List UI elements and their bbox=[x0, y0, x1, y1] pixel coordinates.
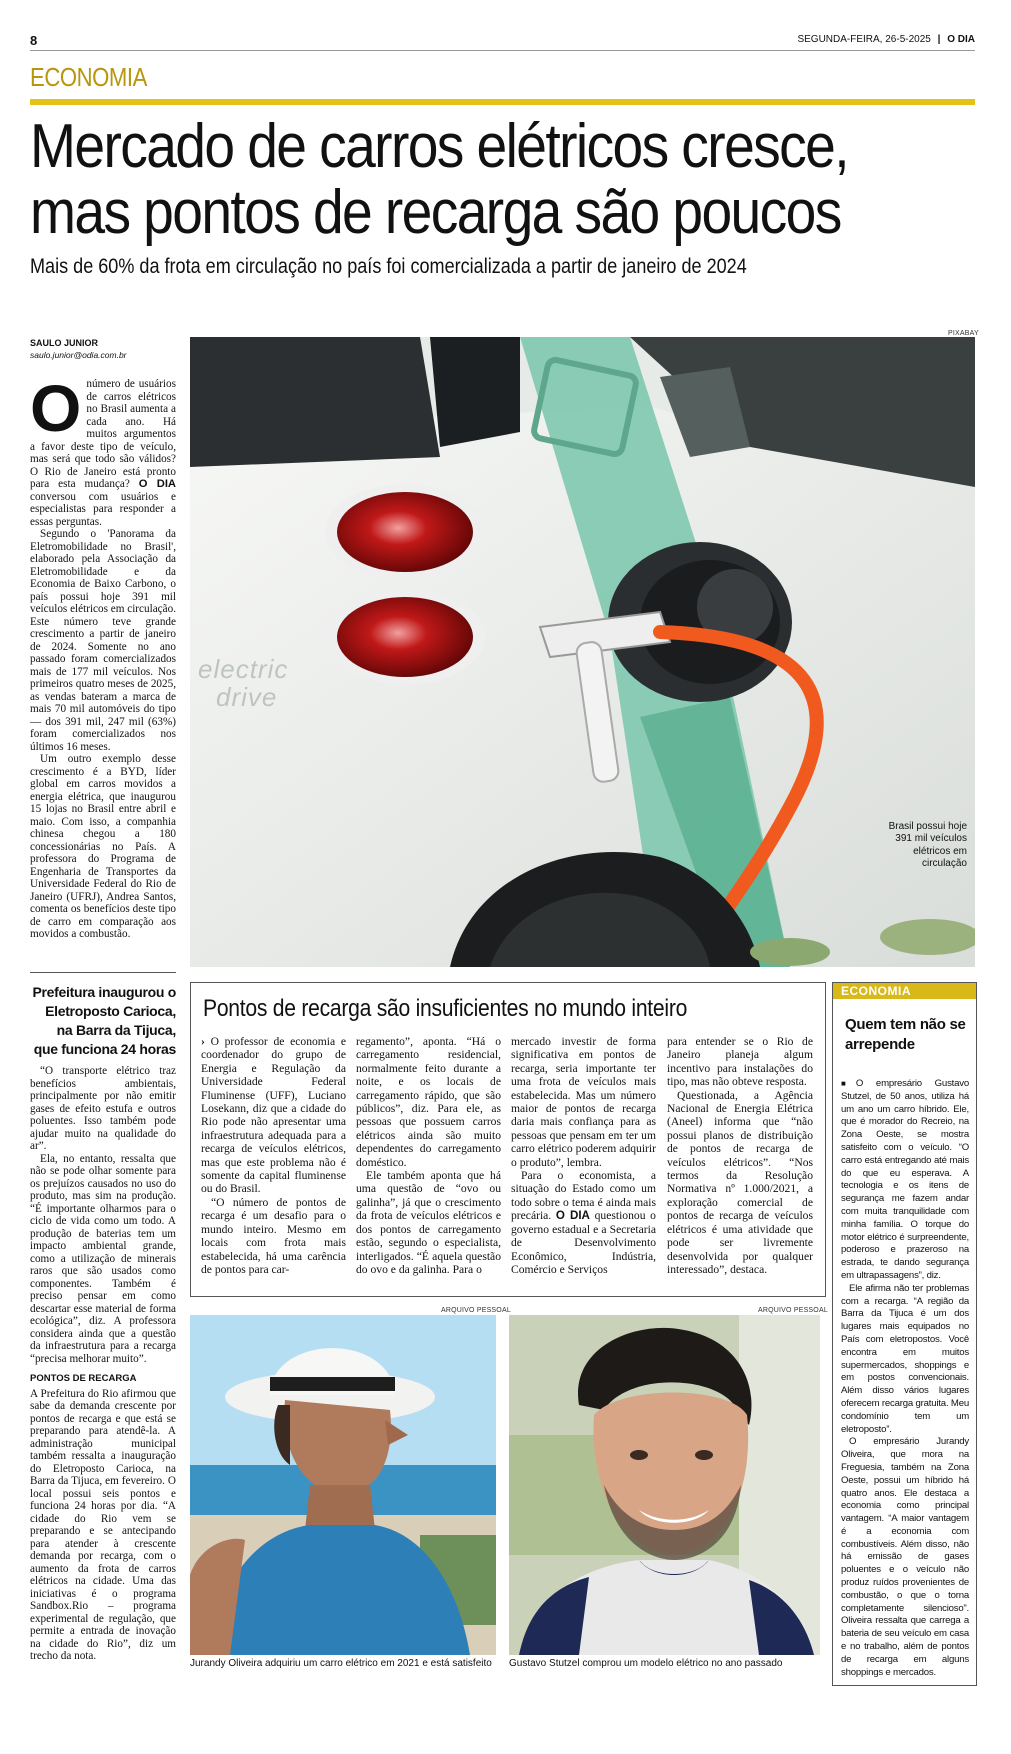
main-photo-caption: Brasil possui hoje 391 mil veículos elétricos em circulação bbox=[888, 821, 967, 870]
article-column-1 bbox=[30, 371, 177, 941]
byline-email: saulo.junior@odia.com.br bbox=[30, 350, 127, 360]
car-lettering bbox=[198, 655, 288, 711]
page-dateline bbox=[797, 34, 975, 45]
box-c3b-start: Para o economista, a situação do Estado como um todo sobre o tema é ainda mais precária. bbox=[511, 1169, 656, 1223]
photo-left-credit: ARQUIVO PESSOAL bbox=[441, 1307, 511, 1314]
car-lettering-line-1: electric bbox=[198, 654, 289, 684]
sidebar-paragraph-1 bbox=[841, 1078, 969, 1283]
photo-right-caption: Gustavo Stutzel comprou um modelo elétrico no ano passado bbox=[509, 1658, 783, 1669]
byline-author: SAULO JUNIOR bbox=[30, 338, 99, 348]
box-c4b-paragraph: Questionada, a Agência Nacional de Energia Elétrica (Aneel) informa que “não possui planos de distribuição de pontos de recarga de veículos elétricos”. “Nos termos da Resolução Normativa nº 1.000/2021, a exploração comercial de pontos de recarga de veículos elétricos é uma atividade que pode ser livremente desenvolvida por qualquer interessado”, destaca. bbox=[667, 1088, 813, 1276]
box-c1-text: O professor de economia e coordenador do grupo de Energia e Regulação da Universidade Federal Fluminense (UFF), Luciano Losekann, diz que a cidade do Rio pode não apresentar uma infraestrutura adequada para a recarga de veículos elétricos, mas que este problema não é somente da capital fluminense ou do Brasil. bbox=[201, 1035, 347, 1196]
box-c1-paragraph bbox=[201, 1035, 346, 1196]
box-c3b-bold-paper: O DIA bbox=[555, 1209, 590, 1223]
box-c1b-paragraph: “O número de pontos de recarga é um desafio para o mundo inteiro. Mesmo em locais com frota mais estabelecida, há uma carência de pontos para car- bbox=[201, 1195, 346, 1276]
box-column-2 bbox=[356, 1035, 501, 1276]
box-c2-paragraph: regamento”, aponta. “Há o carregamento residencial, normalmente feito durante a noite, e os locais de carregamento rápido, que são públicos”, diz. Para ele, as pessoas que possuem carros elétricos ainda são muito dependentes do carregamento doméstico. bbox=[356, 1035, 501, 1169]
sidebar-p1-text: O empresário Gustavo Stutzel, de 50 anos, utiliza há um ano um carro híbrido. Ele, que é morador do Recreio, na Zona Oeste, se mostra satisfeito com o veículo. “O carro está entregando até mais do que eu esperava. A tecnologia e os itens de segurança me fazem andar com muita tranquilidade com minha família. O torque do motor elétrico é surpreendente, poderoso e prazeroso na estrada, te dando segurança em ultrapassagens”, diz. bbox=[841, 1078, 969, 1281]
box-c3-paragraph: mercado investir de forma significativa em pontos de recarga, seria importante ter uma frota de veículos mais estabelecida. Mas um número maior de pontos de recarga daria mais confiança para as pessoas que pensam em ter um carro elétrico poderem adquirir o produto”, lembra. bbox=[511, 1035, 656, 1169]
headline-line-2: mas pontos de recarga são poucos bbox=[30, 178, 841, 247]
box-c3b-end: questionou o governo estadual e a Secretaria de Desenvolvimento Econômico, Indústria, Comércio e Serviços bbox=[511, 1209, 656, 1276]
lead-paragraph bbox=[30, 371, 177, 528]
subhead-pontos-de-recarga: PONTOS DE RECARGA bbox=[30, 1373, 137, 1384]
column-1-kicker: Prefeitura inaugurou o Eletroposto Carioca, na Barra da Tijuca, que funciona 24 horas bbox=[32, 984, 176, 1057]
lead-text-end: conversou com usuários e especialistas para responder a essas perguntas. bbox=[30, 490, 176, 528]
header-thin-rule bbox=[30, 50, 975, 51]
subtitle: Mais de 60% da frota em circulação no país foi comercializada a partir de janeiro de 2024 bbox=[30, 255, 747, 278]
sidebar-paragraph-3: O empresário Jurandy Oliveira, que mora na Freguesia, também na Zona Oeste, possui um híbrido há quatro anos. Ele destaca a economia como principal vantagem. “A maior vantagem é a economia com combustíveis. Além disso, não há emissão de gases poluentes e o veículo não produz ruídos provenientes de combustão, o que o torna completamente silencioso”. Oliveira ressalta que carrega a bateria de seu veículo em casa e no trabalho, além de pontos de recarga em alguns shoppings e mercados. bbox=[841, 1436, 969, 1678]
lead-text: número de usuários de carros elétricos no Brasil aumenta a cada ano. Há muitos argumentos a favor deste tipo de veículo, mas será que todo são válidos? O Rio de Janeiro está pronto para esta mudança? bbox=[30, 378, 176, 490]
paragraph-4: “O transporte elétrico traz benefícios ambientais, principalmente por não emitir gases de efeito estufa e outros poluentes. Isso também pode ajudar muito na qualidade do ar”. bbox=[30, 1065, 176, 1152]
paper-name: O DIA bbox=[947, 34, 975, 45]
paragraph-6: A Prefeitura do Rio afirmou que sabe da demanda crescente por pontos de recarga e que está se preparando para atendê-la. A administração municipal também ressalta a inauguração do Eletroposto Carioca, na Barra da Tijuca, em fevereiro. O local possui seis pontos e funciona 24 horas por dia. “A cidade do Rio vem se preparando e se antecipando para atender à crescente demanda por recarga, com o aumento da frota de carros elétricos na cidade. Uma das iniciativas é o programa Sandbox.Rio – programa experimental de regulação, que permite a entrada de inovação na cidade do Rio”, diz um trecho da nota. bbox=[30, 1387, 176, 1662]
photo-gustavo bbox=[509, 1315, 820, 1655]
sidebar-body bbox=[841, 1078, 969, 1679]
portrait-man-illustration bbox=[509, 1315, 820, 1655]
box-column-3 bbox=[511, 1035, 656, 1276]
section-yellow-rule bbox=[30, 99, 975, 105]
box-title: Pontos de recarga são insuficientes no mundo inteiro bbox=[203, 995, 688, 1022]
sidebar-title: Quem tem não se arrepende bbox=[845, 1016, 966, 1053]
car-lettering-line-2: drive bbox=[216, 682, 278, 712]
paragraph-5: Ela, no entanto, ressalta que não se pode olhar somente para os prejuízos causados no uso do produto, mas sim na produção. “É importante olharmos para o ciclo de vida como um todo. A produção de baterias tem um impacto ambiental grande, como a utilização de minerais raros que são usados como componentes. Também é preciso pensar em como descartar esse material de forma ecológica”, diz. A professora considera ainda que a questão da infraestrutura para a recarga “precisa melhorar muito”. bbox=[30, 1152, 176, 1365]
page-number: 8 bbox=[30, 33, 38, 48]
portrait-man-hat-illustration bbox=[190, 1315, 496, 1655]
date-separator: | bbox=[937, 34, 941, 45]
main-photo bbox=[190, 337, 975, 967]
paragraph-3: Um outro exemplo desse crescimento é a BYD, líder global em carros movidos a energia elétrica, que inaugurou 15 lojas no Brasil entre abril e maio. Com isso, a companhia chinesa chegou a 180 concessionárias no País. A professora do Programa de Engenharia de Transportes da Universidade Federal do Rio de Janeiro (UFRJ), Andrea Santos, comenta os benefícios deste tipo de carro em comparação aos movidos a combustão. bbox=[30, 753, 176, 940]
column-1-divider bbox=[30, 972, 176, 973]
sidebar-marker: ■ bbox=[841, 1079, 856, 1088]
box-pontos-de-recarga bbox=[190, 982, 826, 1297]
box-column-4 bbox=[667, 1035, 813, 1276]
dropcap: O bbox=[30, 371, 82, 445]
photo-right-credit: ARQUIVO PESSOAL bbox=[758, 1307, 828, 1314]
headline bbox=[30, 114, 990, 246]
headline-line-1: Mercado de carros elétricos cresce, bbox=[30, 112, 848, 181]
main-photo-credit: PIXABAY bbox=[948, 330, 979, 337]
date-text: SEGUNDA-FEIRA, 26-5-2025 bbox=[797, 34, 931, 45]
box-bullet-marker: › bbox=[201, 1035, 205, 1048]
sidebar-label: ECONOMIA bbox=[833, 983, 976, 999]
ev-charging-illustration bbox=[190, 337, 975, 967]
paragraph-2: Segundo o 'Panorama da Eletromobilidade no Brasil', elaborado pela Associação da Eletromobilidade e da Economia de Baixo Carbono, o país possui hoje 391 mil veículos elétricos em circulação. Este número teve grande crescimento a partir de janeiro de 2024. Somente no ano passado foram comercializados mais de 177 mil veículos. Nos primeiros quatro meses de 2025, as vendas bateram a marca de mais 70 mil automóveis do tipo — dos 391 mil, 247 mil (63%) foram comercializados nos últimos 16 meses. bbox=[30, 528, 176, 753]
box-c4-paragraph: para entender se o Rio de Janeiro planeja algum incentivo para instalações do tipo, mas não obteve resposta. bbox=[667, 1035, 813, 1089]
sidebar-paragraph-2: Ele afirma não ter problemas com a recarga. “A região da Barra da Tijuca é um dos lugares mais equipados no País com eletropostos. Você encontra em muitos supermercados, shoppings e em postos convencionais. Além disso vários lugares oferecem recarga gratuita. Meu condomínio tem um eletroposto”. bbox=[841, 1282, 969, 1435]
box-column-1 bbox=[201, 1035, 346, 1276]
photo-jurandy bbox=[190, 1315, 496, 1655]
section-label: ECONOMIA bbox=[30, 62, 147, 92]
box-c3b-paragraph bbox=[511, 1169, 656, 1276]
box-c2b-paragraph: Ele também aponta que há uma questão de “ovo ou galinha”, já que o crescimento da frota de veículos elétricos e dos pontos de carregamento estão, segundo o especialista, interligados. “É aquela questão do ovo e da galinha. Para o bbox=[356, 1169, 501, 1276]
photo-left-caption: Jurandy Oliveira adquiriu um carro elétrico em 2021 e está satisfeito bbox=[190, 1658, 492, 1669]
sidebar-box bbox=[832, 982, 977, 1686]
lead-bold-paper: O DIA bbox=[138, 478, 177, 490]
article-column-1-lower bbox=[30, 1065, 176, 1663]
